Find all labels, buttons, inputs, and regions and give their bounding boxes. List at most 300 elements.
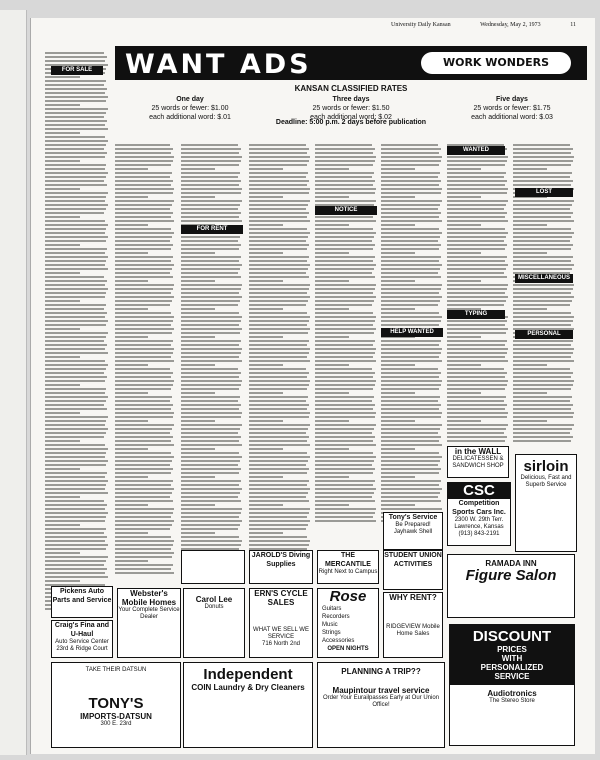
classified-text-line xyxy=(115,536,171,538)
classified-text-line xyxy=(181,432,238,434)
classified-text-line xyxy=(181,240,238,242)
classified-text-line xyxy=(315,424,376,426)
classified-text-line xyxy=(181,344,239,346)
classified-text-line xyxy=(249,408,307,410)
classified-text-line xyxy=(447,424,508,426)
classified-text-line xyxy=(181,476,215,478)
classified-text-line xyxy=(447,192,507,194)
classified-text-line xyxy=(45,436,104,438)
classified-text-line xyxy=(315,236,374,238)
classified-text-line xyxy=(249,440,307,442)
classified-text-line xyxy=(181,352,241,354)
classified-text-line xyxy=(315,316,376,318)
classified-text-line xyxy=(315,440,373,442)
classified-text-line xyxy=(181,536,239,538)
classified-text-line xyxy=(115,424,174,426)
classified-text-line xyxy=(381,392,415,394)
classified-text-line xyxy=(181,440,239,442)
classified-text-line xyxy=(249,204,308,206)
classified-text-line xyxy=(447,392,481,394)
classified-text-line xyxy=(513,168,547,170)
classified-text-line xyxy=(45,104,80,106)
classified-text-line xyxy=(447,180,507,182)
classified-text-line xyxy=(115,344,171,346)
classified-text-line xyxy=(45,528,106,530)
classified-text-line xyxy=(181,512,241,514)
ad-erns-cycle-sales: ERN'S CYCLE SALES WHAT WE SELL WE SERVICE 716 North 2nd xyxy=(249,588,313,658)
classified-text-line xyxy=(381,312,439,314)
classified-text-line xyxy=(315,364,349,366)
classified-text-line xyxy=(381,184,439,186)
classified-text-line xyxy=(249,276,309,278)
classified-text-line xyxy=(249,432,306,434)
classified-text-line xyxy=(115,364,148,366)
classified-text-line xyxy=(115,248,171,250)
classified-text-line xyxy=(381,324,439,326)
classified-text-line xyxy=(181,144,238,146)
classified-text-line xyxy=(381,276,441,278)
classified-text-line xyxy=(513,284,574,286)
classified-text-line xyxy=(381,296,442,298)
classified-text-line xyxy=(45,476,105,478)
classified-text-line xyxy=(315,340,375,342)
classified-text-line xyxy=(181,304,238,306)
classified-text-line xyxy=(315,168,349,170)
classified-text-line xyxy=(513,388,571,390)
classified-text-line xyxy=(447,380,508,382)
classified-text-line xyxy=(181,508,242,510)
classified-text-line xyxy=(249,148,309,150)
classified-text-line xyxy=(315,504,349,506)
classified-text-line xyxy=(249,376,307,378)
classified-text-line xyxy=(381,360,442,362)
classified-text-line xyxy=(315,396,374,398)
classified-text-line xyxy=(45,308,104,310)
classified-text-line xyxy=(45,332,108,334)
classified-text-line xyxy=(447,272,504,274)
classified-text-line xyxy=(249,232,310,234)
classified-text-line xyxy=(115,528,170,530)
classified-text-line xyxy=(181,364,215,366)
classified-text-line xyxy=(315,260,373,262)
classified-text-line xyxy=(45,160,80,162)
classified-text-line xyxy=(315,144,372,146)
classified-column-7 xyxy=(447,144,509,444)
classified-text-line xyxy=(381,476,415,478)
classified-text-line xyxy=(115,400,170,402)
classified-text-line xyxy=(513,352,573,354)
classified-text-line xyxy=(381,248,439,250)
classified-text-line xyxy=(45,536,107,538)
ad-tonys-service: Tony's Service Be Prepared! Jayhawk Shell xyxy=(383,512,443,550)
classified-text-line xyxy=(45,96,108,98)
classified-text-line xyxy=(115,448,148,450)
classified-text-line xyxy=(181,284,242,286)
classified-text-line xyxy=(315,288,375,290)
classified-text-line xyxy=(45,252,105,254)
classified-text-line xyxy=(315,184,373,186)
classified-text-line xyxy=(513,364,547,366)
rate-three-days: Three days 25 words or fewer: $1.50 each additional word: $.02 xyxy=(310,96,392,121)
classified-text-line xyxy=(447,288,507,290)
classified-text-line xyxy=(381,256,441,258)
classified-text-line xyxy=(513,248,571,250)
classified-text-line xyxy=(45,88,107,90)
classified-text-line xyxy=(447,248,505,250)
classified-text-line xyxy=(45,220,105,222)
classified-text-line xyxy=(315,324,373,326)
classified-text-line xyxy=(447,420,481,422)
classified-text-line xyxy=(381,416,441,418)
classified-text-line xyxy=(181,504,215,506)
classified-text-line xyxy=(181,436,241,438)
classified-text-line xyxy=(45,244,80,246)
classified-text-line xyxy=(181,252,215,254)
classified-text-line xyxy=(45,200,105,202)
classified-text-line xyxy=(115,276,173,278)
classified-text-line xyxy=(447,432,504,434)
classified-text-line xyxy=(315,468,375,470)
classified-text-line xyxy=(45,548,106,550)
classified-text-line xyxy=(381,252,415,254)
classified-text-line xyxy=(181,188,242,190)
classified-text-line xyxy=(45,108,108,110)
classified-text-line xyxy=(181,192,241,194)
classified-text-line xyxy=(115,144,170,146)
rates-deadline: Deadline: 5:00 p.m. 2 days before publication xyxy=(275,119,427,126)
classified-text-line xyxy=(45,384,80,386)
classified-text-line xyxy=(181,500,241,502)
classified-text-line xyxy=(115,260,171,262)
classified-text-line xyxy=(249,472,307,474)
classified-text-line xyxy=(381,268,440,270)
classified-text-line xyxy=(315,452,373,454)
classified-text-line xyxy=(381,440,439,442)
ad-rose-music: Rose Guitars Recorders Music Strings Accessories OPEN NIGHTS xyxy=(317,588,379,658)
classified-text-line xyxy=(115,240,170,242)
classified-text-line xyxy=(249,504,283,506)
classified-text-line xyxy=(115,328,174,330)
classified-text-line xyxy=(315,372,375,374)
classified-text-line xyxy=(45,480,108,482)
classified-text-line xyxy=(115,272,170,274)
classified-text-line xyxy=(447,260,505,262)
classified-text-line xyxy=(45,116,104,118)
classified-text-line xyxy=(45,80,106,82)
classified-text-line xyxy=(513,348,574,350)
classified-text-line xyxy=(115,252,148,254)
classified-text-line xyxy=(181,300,240,302)
classified-text-line xyxy=(115,516,171,518)
classified-text-line xyxy=(249,444,310,446)
classified-text-line xyxy=(181,452,239,454)
classified-text-line xyxy=(45,492,108,494)
classified-text-line xyxy=(249,416,309,418)
classified-text-line xyxy=(249,144,306,146)
classified-text-line xyxy=(115,304,170,306)
classified-text-line xyxy=(45,264,105,266)
classified-text-line xyxy=(513,356,571,358)
classified-text-line xyxy=(181,396,240,398)
classified-text-line xyxy=(181,356,239,358)
classified-text-line xyxy=(447,160,507,162)
classified-text-line xyxy=(447,388,505,390)
classified-text-line xyxy=(181,464,238,466)
classified-text-line xyxy=(45,188,80,190)
classified-text-line xyxy=(115,572,174,574)
classified-text-line xyxy=(381,432,438,434)
classified-text-line xyxy=(447,276,507,278)
classified-text-line xyxy=(181,212,241,214)
classified-text-line xyxy=(181,292,239,294)
classified-text-line xyxy=(115,508,174,510)
classified-text-line xyxy=(45,460,108,462)
classified-text-line xyxy=(45,56,107,58)
classified-text-line xyxy=(315,180,375,182)
classified-text-line xyxy=(115,184,171,186)
classified-text-line xyxy=(115,152,171,154)
classified-text-line xyxy=(115,284,174,286)
classified-text-line xyxy=(315,460,374,462)
rates-title: KANSAN CLASSIFIED RATES xyxy=(294,84,408,93)
classified-text-line xyxy=(381,300,440,302)
adjacent-page-edge xyxy=(0,10,27,755)
classified-text-line xyxy=(115,504,148,506)
classified-text-line xyxy=(45,420,106,422)
ad-tonys-imports: TAKE THEIR DATSUN TONY'S IMPORTS-DATSUN 300 E. 23rd xyxy=(51,662,181,748)
classified-text-line xyxy=(381,280,415,282)
classified-text-line xyxy=(447,344,505,346)
classified-text-line xyxy=(513,424,574,426)
classified-text-line xyxy=(315,456,376,458)
classified-text-line xyxy=(381,448,415,450)
classified-text-line xyxy=(513,428,572,430)
classified-text-line xyxy=(45,320,108,322)
classified-text-line xyxy=(181,412,242,414)
ad-competition-sports-cars: CSC Competition Sports Cars Inc. 2300 W. 29th Terr. Lawrence, Kansas (913) 843-2191 xyxy=(447,482,511,546)
classified-text-line xyxy=(181,296,242,298)
classified-text-line xyxy=(181,260,239,262)
classified-text-line xyxy=(45,392,105,394)
classified-text-line xyxy=(115,228,171,230)
classified-text-line xyxy=(181,328,242,330)
classified-text-line xyxy=(181,448,215,450)
classified-text-line xyxy=(315,388,373,390)
classified-text-line xyxy=(447,256,507,258)
classified-text-line xyxy=(315,240,372,242)
classified-text-line xyxy=(513,148,573,150)
classified-text-line xyxy=(45,168,105,170)
classified-text-line xyxy=(381,152,439,154)
classified-text-line xyxy=(115,220,174,222)
classified-text-line xyxy=(249,516,307,518)
classified-text-line xyxy=(315,148,375,150)
classified-text-line xyxy=(381,472,439,474)
classified-text-line xyxy=(315,156,376,158)
csc-logo: CSC xyxy=(448,483,510,499)
classified-text-line xyxy=(181,528,238,530)
classified-text-line xyxy=(45,52,104,54)
classified-text-line xyxy=(315,520,376,522)
classified-text-line xyxy=(45,184,107,186)
classified-text-line xyxy=(513,420,547,422)
classified-column-4 xyxy=(249,144,311,576)
classified-text-line xyxy=(315,200,376,202)
classified-text-line xyxy=(115,156,174,158)
classified-text-line xyxy=(447,240,504,242)
classified-text-line xyxy=(381,436,441,438)
classified-text-line xyxy=(181,164,239,166)
classified-text-line xyxy=(249,524,308,526)
classified-text-line xyxy=(45,408,107,410)
classified-text-line xyxy=(381,352,441,354)
classified-text-line xyxy=(381,216,439,218)
classified-text-line xyxy=(315,380,376,382)
classified-text-line xyxy=(249,532,283,534)
classified-text-line xyxy=(181,472,239,474)
classified-text-line xyxy=(381,408,439,410)
classified-text-line xyxy=(45,120,107,122)
classified-text-line xyxy=(181,416,241,418)
classified-text-line xyxy=(381,188,442,190)
classified-text-line xyxy=(381,340,441,342)
ad-in-the-wall: in the WALL DELICATESSEN & SANDWICH SHOP xyxy=(447,446,509,478)
classified-text-line xyxy=(115,392,148,394)
classified-text-line xyxy=(513,252,547,254)
classified-text-line xyxy=(115,436,173,438)
classified-text-line xyxy=(181,544,241,546)
classified-text-line xyxy=(381,388,439,390)
classified-text-line xyxy=(115,464,170,466)
classified-text-line xyxy=(513,404,573,406)
classified-text-line xyxy=(115,420,148,422)
classified-text-line xyxy=(513,264,574,266)
classified-text-line xyxy=(315,444,376,446)
classified-text-line xyxy=(249,172,308,174)
classified-text-line xyxy=(249,324,307,326)
classified-text-line xyxy=(181,200,242,202)
classified-text-line xyxy=(181,480,241,482)
banner-title: WANT ADS xyxy=(125,49,312,80)
classified-text-line xyxy=(115,224,148,226)
classified-text-line xyxy=(181,532,215,534)
classified-text-line xyxy=(513,244,573,246)
classified-text-line xyxy=(381,456,442,458)
classified-text-line xyxy=(447,224,481,226)
classified-text-line xyxy=(115,456,174,458)
classified-text-line xyxy=(513,200,574,202)
classified-text-line xyxy=(45,216,80,218)
ad-maupintour: PLANNING A TRIP?? Maupintour travel service Order Your Eurailpasses Early at Our Union Office! xyxy=(317,662,445,748)
classified-text-line xyxy=(447,408,505,410)
classified-text-line xyxy=(45,152,107,154)
classified-text-line xyxy=(45,300,80,302)
classified-text-line xyxy=(513,236,572,238)
classified-text-line xyxy=(181,388,239,390)
classified-text-line xyxy=(181,384,241,386)
classified-text-line xyxy=(45,276,104,278)
classified-text-line xyxy=(315,220,376,222)
classified-text-line xyxy=(45,268,108,270)
classified-text-line xyxy=(513,324,571,326)
classified-text-line xyxy=(447,352,507,354)
classified-text-line xyxy=(115,440,171,442)
classified-text-line xyxy=(115,280,148,282)
classified-text-line xyxy=(45,564,104,566)
classified-text-line xyxy=(447,332,506,334)
classified-text-line xyxy=(315,312,373,314)
classified-text-line xyxy=(513,208,570,210)
classified-text-line xyxy=(181,368,238,370)
section-for-sale: FOR SALE xyxy=(51,66,103,75)
classified-text-line xyxy=(381,236,440,238)
publication-name: University Daily Kansan xyxy=(391,22,451,28)
classified-text-line xyxy=(315,216,373,218)
classified-text-line xyxy=(115,460,172,462)
classified-text-line xyxy=(381,320,441,322)
classified-text-line xyxy=(249,512,309,514)
classified-text-line xyxy=(115,292,171,294)
classified-text-line xyxy=(447,300,506,302)
classified-text-line xyxy=(181,248,239,250)
classified-text-line xyxy=(181,524,240,526)
classified-text-line xyxy=(249,480,309,482)
section-notice: NOTICE xyxy=(315,206,377,215)
classified-text-line xyxy=(115,212,173,214)
classified-text-line xyxy=(45,240,106,242)
classified-text-line xyxy=(249,420,283,422)
classified-text-line xyxy=(315,296,376,298)
ad-craigs-fina: Craig's Fina and U-Haul Auto Service Center 23rd & Ridge Court xyxy=(51,620,113,658)
classified-text-line xyxy=(513,308,547,310)
ad-independent-laundry: Independent COIN Laundry & Dry Cleaners xyxy=(183,662,313,748)
classified-text-line xyxy=(181,372,241,374)
classified-text-line xyxy=(249,348,310,350)
classified-text-line xyxy=(249,464,306,466)
classified-text-line xyxy=(315,376,373,378)
classified-text-line xyxy=(381,264,442,266)
classified-text-line xyxy=(513,316,574,318)
classified-text-line xyxy=(315,480,375,482)
classified-text-line xyxy=(115,332,172,334)
classified-text-line xyxy=(181,520,242,522)
classified-text-line xyxy=(115,352,173,354)
classified-text-line xyxy=(315,176,372,178)
ad-pickens-auto: Pickens Auto Parts and Service xyxy=(51,586,113,618)
classified-text-line xyxy=(315,408,373,410)
classified-text-line xyxy=(513,396,572,398)
classified-text-line xyxy=(115,256,173,258)
classified-text-line xyxy=(181,176,238,178)
classified-text-line xyxy=(249,284,310,286)
classified-text-line xyxy=(45,324,106,326)
classified-text-line xyxy=(249,272,306,274)
classified-text-line xyxy=(381,464,438,466)
classified-text-line xyxy=(249,428,308,430)
classified-text-line xyxy=(447,348,508,350)
classified-text-line xyxy=(315,508,376,510)
classified-text-line xyxy=(249,288,309,290)
classified-text-line xyxy=(115,312,171,314)
classified-text-line xyxy=(249,544,309,546)
classified-text-line xyxy=(447,360,508,362)
classified-text-line xyxy=(381,168,415,170)
classified-text-line xyxy=(115,568,171,570)
classified-text-line xyxy=(513,432,570,434)
classified-text-line xyxy=(45,552,80,554)
classified-text-line xyxy=(115,544,173,546)
classified-text-line xyxy=(249,488,310,490)
